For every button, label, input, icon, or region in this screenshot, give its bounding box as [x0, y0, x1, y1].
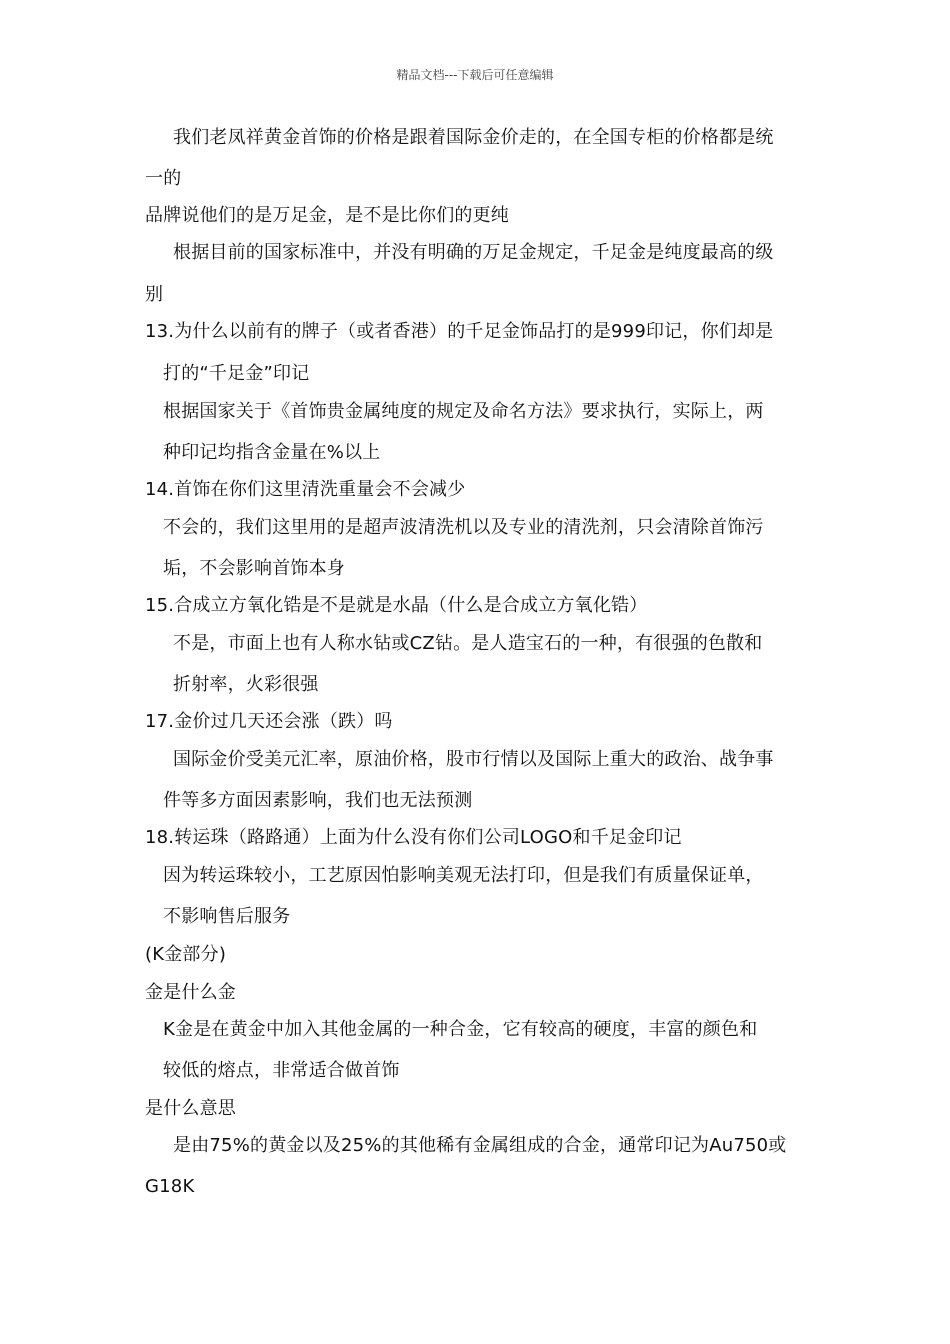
text-line: 品牌说他们的是万足金，是不是比你们的更纯	[145, 205, 509, 226]
text-line: 不是，市面上也有人称水钻或CZ钻。是人造宝石的一种，有很强的色散和	[173, 633, 763, 654]
text-line: 因为转运珠较小，工艺原因怕影响美观无法打印，但是我们有质量保证单，	[163, 865, 764, 886]
question-17: 17.金价过几天还会涨（跌）吗	[145, 711, 393, 732]
text-line: 折射率，火彩很强	[173, 674, 319, 695]
text-line: 种印记均指含金量在%以上	[163, 442, 381, 463]
question-15: 15.合成立方氧化锆是不是就是水晶（什么是合成立方氧化锆）	[145, 595, 648, 616]
text-line: 打的“千足金”印记	[163, 363, 310, 384]
text-line: K金是在黄金中加入其他金属的一种合金，它有较高的硬度，丰富的颜色和	[163, 1019, 758, 1040]
text-line: 金是什么金	[145, 982, 236, 1003]
text-line: 根据目前的国家标准中，并没有明确的万足金规定，千足金是纯度最高的级	[173, 242, 774, 263]
text-line: 别	[145, 284, 164, 305]
text-line: 垢，不会影响首饰本身	[163, 558, 345, 579]
text-line: 件等多方面因素影响，我们也无法预测	[163, 790, 473, 811]
text-line: 是什么意思	[145, 1098, 236, 1119]
question-14: 14.首饰在你们这里清洗重量会不会减少	[145, 479, 466, 500]
question-13: 13.为什么以前有的牌子（或者香港）的千足金饰品打的是999印记，你们却是	[145, 321, 774, 342]
text-line: G18K	[145, 1176, 195, 1197]
text-line: 我们老凤祥黄金首饰的价格是跟着国际金价走的，在全国专柜的价格都是统	[173, 127, 774, 148]
text-line: 根据国家关于《首饰贵金属纯度的规定及命名方法》要求执行，实际上，两	[163, 401, 764, 422]
section-heading: (K金部分)	[145, 944, 227, 965]
text-line: 是由75%的黄金以及25%的其他稀有金属组成的合金，通常印记为Au750或	[173, 1135, 787, 1156]
text-line: 不影响售后服务	[163, 906, 291, 927]
text-line: 较低的熔点，非常适合做首饰	[163, 1060, 400, 1081]
text-line: 不会的，我们这里用的是超声波清洗机以及专业的清洗剂，只会清除首饰污	[163, 517, 764, 538]
text-line: 一的	[145, 168, 182, 189]
question-18: 18.转运珠（路路通）上面为什么没有你们公司LOGO和千足金印记	[145, 827, 682, 848]
text-line: 国际金价受美元汇率，原油价格，股市行情以及国际上重大的政治、战争事	[173, 749, 774, 770]
page-header: 精品文档---下载后可任意编辑	[396, 68, 554, 82]
